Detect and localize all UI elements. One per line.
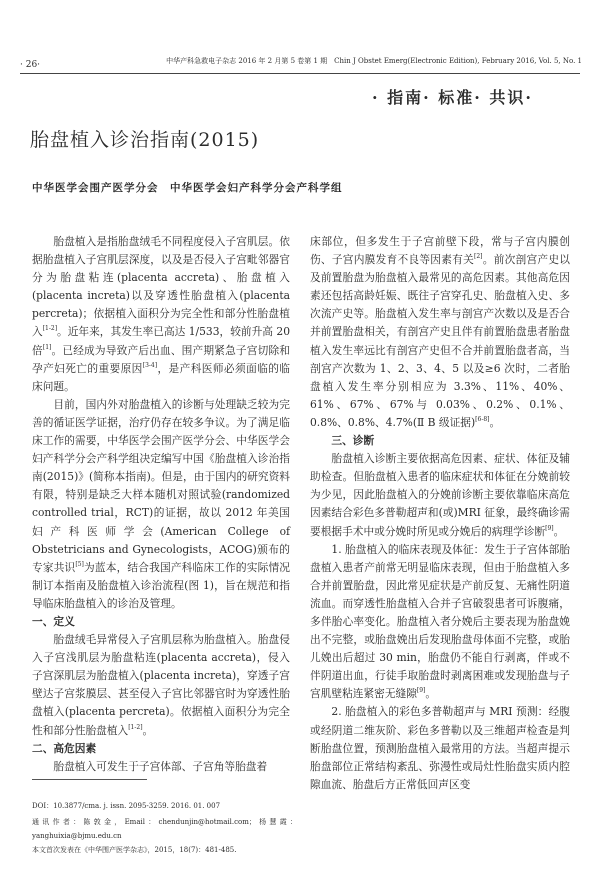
paragraph-clinical-signs: 1. 胎盘植入的临床表现及体征：发生于子宫体部胎盘植入患者产前常无明显临床表现，但由于胎盘植入多合并前置胎盘，因此常见症状是产前反复、无痛性阴道流血。而穿透性胎盘植入合并子宫破裂患者可诉腹痛，多伴胎心率变化。胎盘植入者分娩后主要表现为胎盘娩出不完整，或胎盘娩出后发现胎盘母体面不完整，或胎儿娩出后超过 30 min，胎盘仍不能自行剥离，伴或不伴阴道出血，行徒手取胎盘时剥离困难或发现胎盘与子宫肌壁粘连紧密无缝隙[9]。 [310,542,570,701]
heading-risk-factors: 二、高危因素 [32,741,97,755]
paragraph-definition: 胎盘绒毛异常侵入子宫肌层称为胎盘植入。胎盘侵入子宫浅肌层为胎盘粘连(placenta accreta)，侵入子宫深肌层为胎盘植入(placenta increta)，穿透子宫壁达子宫浆膜层、甚至侵入子宫比邻器官时为穿透性胎盘植入(placenta percreta)。依据植入面积分为完全性和部分性胎盘植入[1-2]。 [32,633,290,737]
paragraph-purpose: 目前，国内外对胎盘植入的诊断与处理缺乏较为完善的循证医学证据，治疗仍存在较多争议。为了满足临床工作的需要，中华医学会围产医学分会、中华医学会妇产科学分会产科学组决定编写中国《胎盘植入诊治指南(2015)》(简称本指南)。但是，由于国内的研究资料有限，特别是缺乏大样本随机对照试验(randomized controlled trial，RCT)的证据，故以 2012 年美国妇产科医师学会(American College of Obstetricians and Gynecologists，ACOG)颁布的专家共识[5]为蓝本，结合我国产科临床工作的实际情况制订本指南及胎盘植入诊治流程(图 1)，旨在规范和指导临床胎盘植入的诊治及管理。 [32,397,290,610]
paragraph-risk-start: 胎盘植入可发生于子宫体部、子宫角等胎盘着 [53,759,268,773]
citation-ref: [1-2] [42,325,58,333]
source-footnote: 本文首次发表在《中华围产医学杂志》，2015，18(7)：481-485. [32,846,237,854]
doi-footnote: DOI：10.3877/cma. j. issn. 2095-3259. 2016. 01. 007 [32,802,221,810]
paragraph-diagnosis: 胎盘植入诊断主要依据高危因素、症状、体征及辅助检查。但胎盘植入患者的临床症状和体征在分娩前较为少见，因此胎盘植入的分娩前诊断主要依靠临床高危因素结合彩色多普勒超声和(或)MRI 征象，最终确诊需要根据手术中或分娩时所见或分娩后的病理学诊断[9]。 [310,452,570,538]
citation-ref: [1-2] [128,723,143,731]
paragraph-imaging: 2. 胎盘植入的彩色多普勒超声与 MRI 预测：经腹或经阴道二维灰阶、彩色多普勒以及三维超声检查是判断胎盘位置，预测胎盘植入最常用的方法。当超声提示胎盘部位正常结构紊乱、弥漫性或局灶性胎盘实质内腔隙血流、胎盘后方正常低回声区变 [310,705,570,791]
citation-ref: [9] [545,524,554,532]
citation-ref: [2] [474,253,483,261]
section-label: · 指南· 标准· 共识· [372,88,533,107]
heading-definition: 一、定义 [32,614,75,628]
citation-ref: [6-8] [475,415,490,423]
paragraph-intro: 胎盘植入是指胎盘绒毛不同程度侵入子宫肌层。依据胎盘植入子宫肌层深度，以及是否侵入子宫毗邻器官分为胎盘粘连(placenta accreta)、胎盘植入(placenta increta)以及穿透性胎盘植入(placenta percreta)；依据植入面积分为完全性和部分性胎盘植入[1-2]。近年来，其发生率已高达 1/533，较前升高 20 倍[1]。已经成为导致产后出血、围产期紧急子宫切除和孕产妇死亡的重要原因[3-4]，是产科医师必须面临的临床问题。 [32,235,290,393]
corresponding-author-footnote: 通讯作者：陈敦金，Email：chendunjin@hotmail.com；杨慧霞：yanghuixia@bjmu.edu.cn [32,818,297,840]
footnote-rule [32,779,147,780]
heading-diagnosis: 三、诊断 [331,434,375,448]
article-title: 胎盘植入诊治指南(2015) [30,129,260,151]
citation-ref: [5] [75,560,84,568]
header-rule [20,73,580,74]
paragraph-risk-continued: 床部位，但多发生于子宫前壁下段，常与子宫内膜创伤、子宫内膜发育不良等因素有关[2]。前次剖宫产史以及前置胎盘为胎盘植入最常见的高危因素。其他高危因素还包括高龄妊娠、既往子宫穿孔史、胎盘植入史、多次流产史等。胎盘植入发生率与剖宫产次数以及是否合并前置胎盘相关，有剖宫产史且伴有前置胎盘患者胎盘植入发生率远比有剖宫产史但不合并前置胎盘者高，当剖宫产次数为 1、2、3、4、5 以及≥6 次时，二者胎盘植入发生率分别相应为 3.3%、11%、40%、61%、67%、67%与 0.03%、0.2%、0.1%、0.8%、0.8%、4.7%(Ⅱ B 级证据)[6-8]。 [310,235,570,429]
page-number: · 26· [20,60,41,70]
journal-header: 中华产科急救电子杂志 2016 年 2 月第 5 卷第 1 期 Chin J Obstet Emerg(Electronic Edition), February 2016, Vol. 5, No. 1 [166,57,582,65]
left-column [32,233,290,776]
citation-ref: [9] [416,687,426,695]
citation-ref: [1] [42,343,52,351]
right-column [310,233,570,794]
citation-ref: [3-4] [142,361,158,369]
article-authors: 中华医学会围产医学分会 中华医学会妇产科学分会产科学组 [32,182,343,194]
